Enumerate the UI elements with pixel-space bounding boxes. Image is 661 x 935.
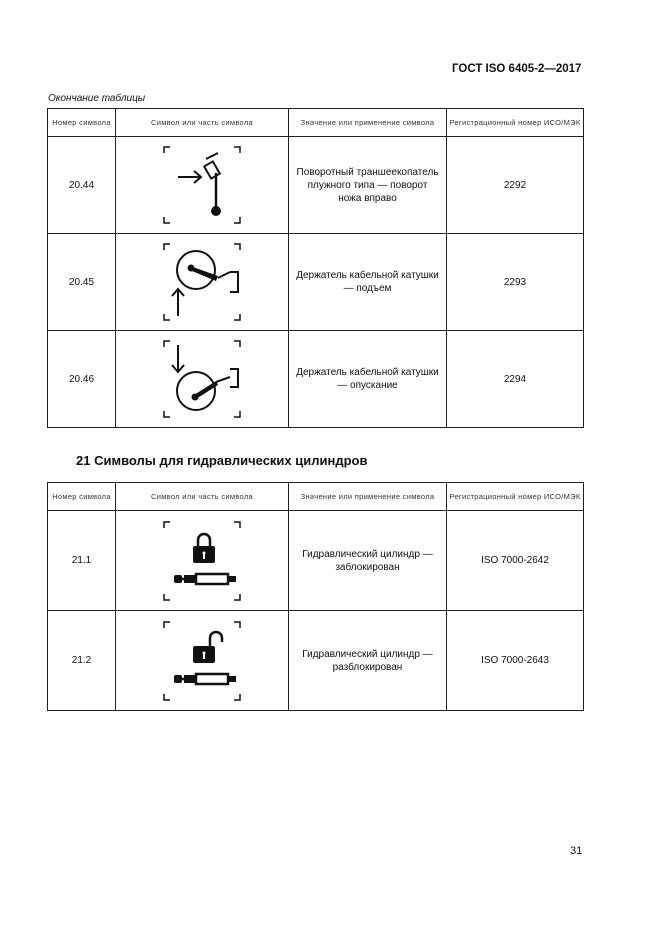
registration-number: 2292 [447, 137, 584, 234]
col-header-registration: Регистрационный номер ИСО/МЭК [447, 109, 584, 137]
cable-reel-lower-icon [160, 337, 244, 421]
symbol-number: 20.44 [48, 137, 116, 234]
col-header-number: Номер символа [48, 109, 116, 137]
symbol-meaning: Держатель кабельной катушки — подъем [289, 234, 447, 331]
symbol-number: 21.2 [48, 611, 116, 711]
col-header-symbol: Символ или часть символа [116, 483, 289, 511]
col-header-meaning: Значение или применение символа [289, 109, 447, 137]
table-row [48, 611, 584, 711]
symbol-cell [116, 511, 289, 611]
col-header-meaning: Значение или применение символа [289, 483, 447, 511]
registration-number: ISO 7000-2642 [447, 511, 584, 611]
col-header-number: Номер символа [48, 483, 116, 511]
symbol-cell [116, 137, 289, 234]
symbol-number: 21.1 [48, 511, 116, 611]
cylinder-locked-icon [160, 518, 244, 604]
table-row [48, 137, 584, 234]
symbol-number: 20.46 [48, 331, 116, 428]
trencher-rotate-right-icon [160, 143, 244, 227]
section-title: 21 Символы для гидравлических цилиндров [76, 453, 368, 468]
table-row [48, 511, 584, 611]
symbol-cell [116, 611, 289, 711]
symbol-meaning: Гидравлический цилиндр — заблокирован [289, 511, 447, 611]
hydraulic-cylinder-symbols-table [47, 482, 584, 711]
symbols-table-continued [47, 108, 584, 428]
symbol-cell [116, 234, 289, 331]
symbol-meaning: Поворотный траншеекопатель плужного типа — поворот ножа вправо [289, 137, 447, 234]
symbol-number: 20.45 [48, 234, 116, 331]
table-row [48, 234, 584, 331]
symbol-meaning: Держатель кабельной катушки — опускание [289, 331, 447, 428]
symbol-meaning: Гидравлический цилиндр — разблокирован [289, 611, 447, 711]
cable-reel-raise-icon [160, 240, 244, 324]
col-header-symbol: Символ или часть символа [116, 109, 289, 137]
col-header-registration: Регистрационный номер ИСО/МЭК [447, 483, 584, 511]
registration-number: 2293 [447, 234, 584, 331]
table-caption: Окончание таблицы [48, 93, 146, 104]
registration-number: ISO 7000-2643 [447, 611, 584, 711]
registration-number: 2294 [447, 331, 584, 428]
cylinder-unlocked-icon [160, 618, 244, 704]
page-number: 31 [570, 845, 583, 857]
symbol-cell [116, 331, 289, 428]
document-header: ГОСТ ISO 6405-2—2017 [452, 63, 582, 75]
table-row [48, 331, 584, 428]
